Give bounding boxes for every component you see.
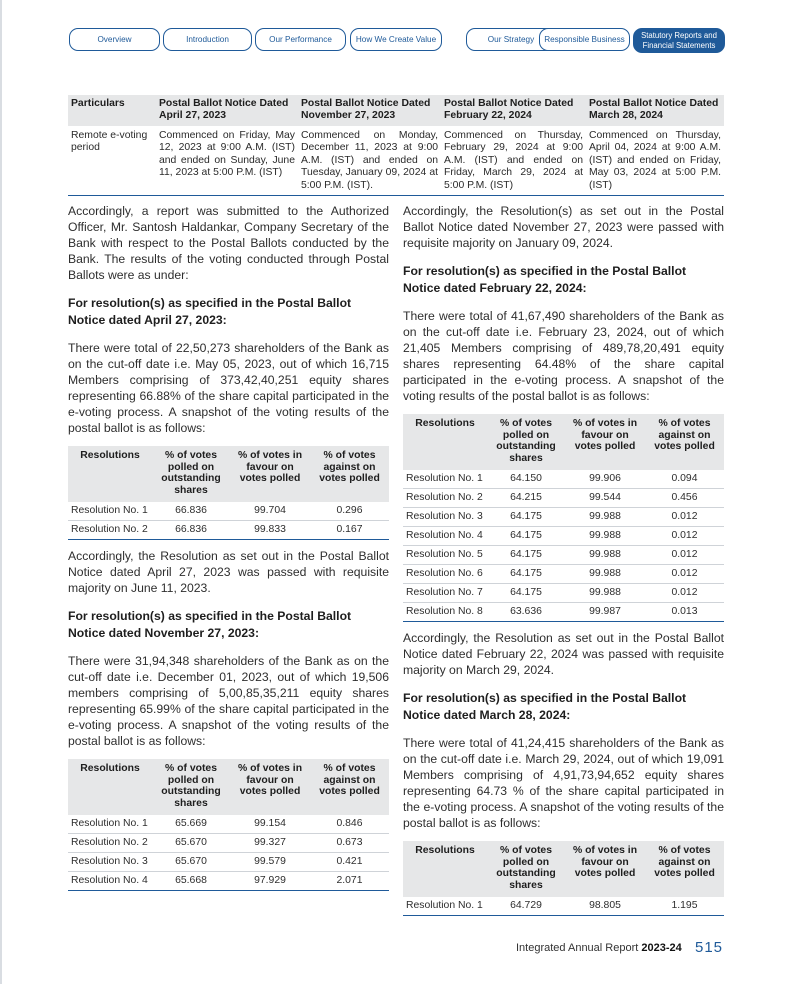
col-header: Postal Ballot Notice Dated April 27, 2023	[156, 95, 298, 126]
table-row	[403, 527, 724, 546]
table-cell: 64.215	[487, 489, 565, 508]
col-header: % of votes against on votes polled	[310, 446, 389, 502]
vote-table	[403, 414, 724, 622]
col-header: Postal Ballot Notice Dated November 27, 2023	[298, 95, 441, 126]
col-header: % of votes polled on outstanding shares	[487, 841, 565, 897]
vote-table	[68, 446, 389, 540]
col-header: % of votes against on votes polled	[645, 414, 724, 470]
section-heading: For resolution(s) as specified in the Postal Ballot Notice dated April 27, 2023:	[68, 296, 352, 327]
table-cell: 66.836	[152, 521, 230, 540]
col-header: % of votes against on votes polled	[645, 841, 724, 897]
paragraph: There were 31,94,348 shareholders of the Bank as on the cut-off date i.e. December 01, 2023, out of which 19,506 members comprising of 5,00,85,35,211 equity shares representing 65.99% of the share capital participated in the e-voting process. A snapshot of the voting results of the postal ballot is as follows:	[68, 654, 389, 748]
table-row	[68, 815, 389, 834]
table-cell: 0.456	[645, 489, 724, 508]
intro-paragraph: Accordingly, a report was submitted to the Authorized Officer, Mr. Santosh Haldankar, Company Secretary of the Bank with respect to the Postal Ballots conducted by the Bank. The results of the voting conducted through Postal Ballots were as under:	[68, 204, 389, 282]
table-cell: 64.150	[487, 470, 565, 489]
col-header: Resolutions	[68, 446, 152, 502]
table-cell: 1.195	[645, 897, 724, 916]
table-cell: 99.987	[565, 603, 645, 622]
table-row	[68, 834, 389, 853]
table-cell: 99.544	[565, 489, 645, 508]
vote-table	[68, 759, 389, 891]
table-cell: 99.906	[565, 470, 645, 489]
table-cell: Resolution No. 1	[403, 897, 487, 916]
table-cell: 64.175	[487, 565, 565, 584]
tab-overview[interactable]: Overview	[69, 28, 160, 51]
table-cell: Resolution No. 1	[403, 470, 487, 489]
table-cell: Resolution No. 2	[68, 834, 152, 853]
paragraph: There were total of 22,50,273 shareholders of the Bank as on the cut-off date i.e. May 05, 2023, out of which 16,715 Members comprising of 373,42,40,251 equity shares representing 66.88% of the share capital participated in the e-voting process. A snapshot of the voting results of the postal ballot is as follows:	[68, 341, 389, 435]
table-cell: Resolution No. 1	[68, 815, 152, 834]
report-year: 2023-24	[641, 942, 682, 954]
table-cell: 99.988	[565, 508, 645, 527]
table-cell: 0.012	[645, 546, 724, 565]
table-cell: 0.012	[645, 527, 724, 546]
col-header: % of votes in favour on votes polled	[230, 759, 310, 815]
page-number: 515	[695, 939, 724, 956]
table-cell: Commenced on Thursday, April 04, 2024 at 9:00 A.M. (IST) and ended on Friday, May 03, 2024 at 5:00 P.M. (IST)	[586, 126, 724, 196]
table-cell: 0.296	[310, 502, 389, 521]
result-paragraph: Accordingly, the Resolution as set out in the Postal Ballot Notice dated April 27, 2023 was passed with requisite majority on June 11, 2023.	[68, 549, 389, 595]
section-heading: For resolution(s) as specified in the Postal Ballot Notice dated February 22, 2024:	[403, 264, 687, 295]
section-heading: For resolution(s) as specified in the Postal Ballot Notice dated November 27, 2023:	[68, 609, 352, 640]
paragraph: There were total of 41,24,415 shareholders of the Bank as on the cut-off date i.e. March 29, 2024, out of which 19,091 Members comprising of 4,91,73,94,652 equity shares representing 64.73 % of the share capital participated in the e-voting process. A snapshot of the voting results of the postal ballot is as follows:	[403, 736, 724, 830]
table-cell: 65.670	[152, 834, 230, 853]
table-cell: 65.669	[152, 815, 230, 834]
table-row	[403, 565, 724, 584]
table-cell: 99.154	[230, 815, 310, 834]
table-row	[403, 546, 724, 565]
table-cell: Resolution No. 6	[403, 565, 487, 584]
table-cell: 99.988	[565, 565, 645, 584]
tab-our-performance[interactable]: Our Performance	[255, 28, 346, 51]
col-header: % of votes in favour on votes polled	[565, 414, 645, 470]
table-cell: Resolution No. 4	[403, 527, 487, 546]
table-cell: 99.988	[565, 546, 645, 565]
col-header: % of votes in favour on votes polled	[565, 841, 645, 897]
col-header: Postal Ballot Notice Dated March 28, 2024	[586, 95, 724, 126]
table-row	[403, 603, 724, 622]
table-cell: Resolution No. 7	[403, 584, 487, 603]
col-header: Resolutions	[403, 841, 487, 897]
table-cell: 0.167	[310, 521, 389, 540]
table-row	[68, 872, 389, 891]
col-header: % of votes in favour on votes polled	[230, 446, 310, 502]
section-nav	[69, 28, 725, 53]
tab-statutory-reports[interactable]: Statutory Reports and Financial Statements	[633, 28, 725, 53]
table-cell: 64.175	[487, 584, 565, 603]
section-heading: For resolution(s) as specified in the Postal Ballot Notice dated March 28, 2024:	[403, 691, 687, 722]
tab-how-we-create-value[interactable]: How We Create Value	[350, 28, 442, 51]
tab-introduction[interactable]: Introduction	[163, 28, 252, 51]
col-header: % of votes against on votes polled	[310, 759, 389, 815]
table-cell: Commenced on Thursday, February 29, 2024 at 9:00 A.M. (IST) and ended on Friday, March 29, 2024 at 5:00 P.M. (IST)	[441, 126, 586, 196]
table-cell: Resolution No. 3	[403, 508, 487, 527]
col-header: % of votes polled on outstanding shares	[152, 446, 230, 502]
table-cell: 66.836	[152, 502, 230, 521]
table-cell: 0.094	[645, 470, 724, 489]
table-cell: 0.012	[645, 508, 724, 527]
remote-evoting-table	[68, 95, 724, 196]
table-cell: 99.579	[230, 853, 310, 872]
table-cell: Resolution No. 5	[403, 546, 487, 565]
table-row	[403, 508, 724, 527]
footer-label	[516, 942, 682, 954]
table-row	[68, 853, 389, 872]
table-cell: 99.988	[565, 527, 645, 546]
table-cell: 98.805	[565, 897, 645, 916]
table-cell: 65.668	[152, 872, 230, 891]
col-header: Particulars	[68, 95, 156, 126]
table-row	[68, 126, 724, 196]
table-cell: 99.327	[230, 834, 310, 853]
table-cell: Resolution No. 2	[403, 489, 487, 508]
table-cell: 0.673	[310, 834, 389, 853]
table-cell: 0.012	[645, 565, 724, 584]
table-cell: Resolution No. 3	[68, 853, 152, 872]
left-column	[68, 203, 389, 899]
report-name: Integrated Annual Report	[516, 942, 639, 954]
table-cell: 97.929	[230, 872, 310, 891]
table-cell: 64.729	[487, 897, 565, 916]
tab-responsible-business[interactable]: Responsible Business	[539, 28, 630, 51]
table-cell: 0.846	[310, 815, 389, 834]
paragraph: There were total of 41,67,490 shareholders of the Bank as on the cut-off date i.e. February 23, 2024, out of which 21,405 Members comprising of 489,78,20,491 equity shares representing 64.48% of the share capital participated in the e-voting process. A snapshot of the voting results of the postal ballot is as follows:	[403, 309, 724, 403]
table-cell: 65.670	[152, 853, 230, 872]
table-cell: 64.175	[487, 546, 565, 565]
vote-table	[403, 841, 724, 916]
table-cell: 99.988	[565, 584, 645, 603]
table-cell: 64.175	[487, 527, 565, 546]
col-header: % of votes polled on outstanding shares	[487, 414, 565, 470]
tab-our-strategy[interactable]: Our Strategy	[466, 28, 556, 51]
table-cell: Resolution No. 1	[68, 502, 152, 521]
table-cell: Commenced on Friday, May 12, 2023 at 9:00 A.M. (IST) and ended on Sunday, June 11, 2023 at 5:00 P.M. (IST)	[156, 126, 298, 196]
table-cell: 63.636	[487, 603, 565, 622]
col-header: Resolutions	[403, 414, 487, 470]
table-row	[403, 489, 724, 508]
table-row	[68, 521, 389, 540]
table-cell: Commenced on Monday, December 11, 2023 at 9:00 A.M. (IST) and ended on Tuesday, January 09, 2024 at 5:00 P.M. (IST).	[298, 126, 441, 196]
table-cell: 99.704	[230, 502, 310, 521]
table-cell: 64.175	[487, 508, 565, 527]
table-row	[403, 897, 724, 916]
table-cell: Remote e-voting period	[68, 126, 156, 196]
table-cell: 0.012	[645, 584, 724, 603]
result-paragraph: Accordingly, the Resolution(s) as set out in the Postal Ballot Notice dated November 27, 2023 were passed with requisite majority on January 09, 2024.	[403, 204, 724, 250]
right-column	[403, 203, 724, 924]
table-cell: 0.013	[645, 603, 724, 622]
table-row	[403, 584, 724, 603]
table-cell: Resolution No. 8	[403, 603, 487, 622]
col-header: Resolutions	[68, 759, 152, 815]
col-header: % of votes polled on outstanding shares	[152, 759, 230, 815]
table-row	[403, 470, 724, 489]
table-cell: Resolution No. 2	[68, 521, 152, 540]
table-cell: 0.421	[310, 853, 389, 872]
table-cell: 99.833	[230, 521, 310, 540]
table-cell: 2.071	[310, 872, 389, 891]
result-paragraph: Accordingly, the Resolution as set out in the Postal Ballot Notice dated February 22, 2024 was passed with requisite majority on March 29, 2024.	[403, 631, 724, 677]
col-header: Postal Ballot Notice Dated February 22, 2024	[441, 95, 586, 126]
table-cell: Resolution No. 4	[68, 872, 152, 891]
table-row	[68, 502, 389, 521]
page-edge	[0, 0, 2, 984]
